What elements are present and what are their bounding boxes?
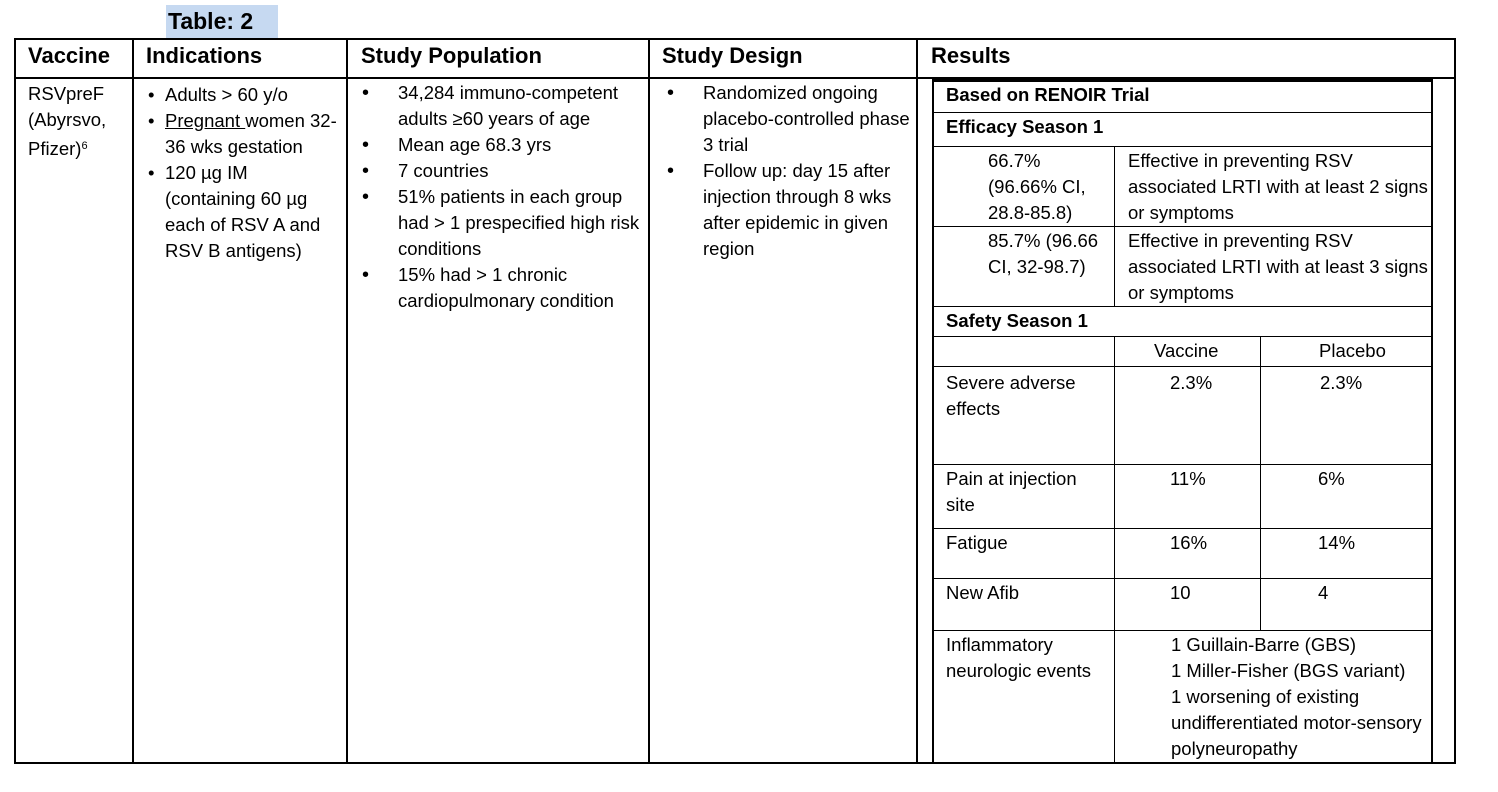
trial-label: Based on RENOIR Trial xyxy=(946,84,1150,105)
col-border xyxy=(1454,38,1456,764)
inner-divider xyxy=(932,366,1433,367)
safety-row-label: Fatigue xyxy=(946,532,1008,553)
col-border xyxy=(14,38,16,764)
inner-divider xyxy=(932,146,1433,147)
vaccine-cell xyxy=(28,81,130,162)
safety-vaccine-value: 10 xyxy=(1170,582,1191,603)
indication-item: • Adults > 60 y/o xyxy=(146,82,342,108)
safety-column-vaccine: Vaccine xyxy=(1154,340,1219,361)
vaccine-line xyxy=(28,133,130,162)
population-item: • 15% had > 1 chronic cardiopulmonary condition xyxy=(356,262,644,314)
inner-divider xyxy=(932,528,1433,529)
safety-label: Safety Season 1 xyxy=(946,310,1088,331)
safety-placebo-value: 4 xyxy=(1318,582,1329,603)
population-item: • 34,284 immuno-competent adults ≥60 years of age xyxy=(356,80,644,132)
neuro-events xyxy=(1171,632,1427,762)
inner-divider xyxy=(932,226,1433,227)
design-item: • Randomized ongoing placebo-controlled phase 3 trial xyxy=(661,80,913,158)
safety-vaccine-value: 11% xyxy=(1170,468,1206,489)
indication-underlined: Pregnant xyxy=(165,110,246,131)
table-top-border xyxy=(14,38,1456,40)
inner-divider xyxy=(932,464,1433,465)
inner-divider xyxy=(1114,336,1115,764)
col-border xyxy=(132,38,134,764)
header-results: Results xyxy=(931,43,1011,68)
safety-row-label: Pain at injection site xyxy=(946,468,1077,515)
safety-vaccine-value: 16% xyxy=(1170,532,1208,553)
population-item: • 51% patients in each group had > 1 prespecified high risk conditions xyxy=(356,184,644,262)
efficacy-label: Efficacy Season 1 xyxy=(946,116,1104,137)
inner-divider xyxy=(932,336,1433,337)
inner-divider xyxy=(932,578,1433,579)
safety-column-placebo: Placebo xyxy=(1319,340,1386,361)
neuro-event: 1 Miller-Fisher (BGS variant) xyxy=(1171,660,1406,681)
inner-divider xyxy=(932,112,1433,113)
indications-cell xyxy=(146,82,342,264)
table-bottom-border xyxy=(14,762,1456,764)
neuro-event: 1 Guillain-Barre (GBS) xyxy=(1171,634,1357,655)
inner-border xyxy=(932,80,934,764)
header-indications: Indications xyxy=(146,43,263,68)
safety-row-label: New Afib xyxy=(946,582,1020,603)
inner-divider xyxy=(1260,336,1261,630)
indication-text: women 32-36 wks gestation xyxy=(165,110,337,157)
vaccine-line: (Abyrsvo, xyxy=(28,109,107,130)
inner-border xyxy=(1431,80,1433,764)
header-vaccine: Vaccine xyxy=(28,43,110,68)
header-study-design: Study Design xyxy=(662,43,803,68)
safety-placebo-value: 6% xyxy=(1318,468,1345,489)
neuro-event: 1 worsening of existing undifferentiated motor-sensory polyneuropathy xyxy=(1171,686,1422,759)
col-border xyxy=(916,38,918,764)
vaccine-line: RSVpreF xyxy=(28,83,105,104)
reference-superscript: 6 xyxy=(81,140,88,152)
efficacy-description: Effective in preventing RSV associated LRTI with at least 3 signs or symptoms xyxy=(1128,230,1428,303)
design-item: • Follow up: day 15 after injection through 8 wks after epidemic in given region xyxy=(661,158,913,262)
safety-row-label: Severe adverse effects xyxy=(946,372,1076,419)
vaccine-line-text: Pfizer) xyxy=(28,138,82,159)
table-title: Table: 2 xyxy=(166,5,278,38)
safety-vaccine-value: 2.3% xyxy=(1170,372,1213,393)
efficacy-value: 85.7% (96.66 CI, 32-98.7) xyxy=(988,230,1099,277)
indication-item xyxy=(146,108,342,160)
population-item: • 7 countries xyxy=(356,158,644,184)
indication-item: • 120 µg IM (containing 60 µg each of RSV A and RSV B antigens) xyxy=(146,160,342,264)
header-study-population: Study Population xyxy=(361,43,542,68)
study-design-cell xyxy=(661,80,913,262)
population-item: • Mean age 68.3 yrs xyxy=(356,132,644,158)
inner-divider xyxy=(932,306,1433,307)
efficacy-description: Effective in preventing RSV associated LRTI with at least 2 signs or symptoms xyxy=(1128,150,1428,223)
study-population-cell xyxy=(356,80,644,314)
neuro-label: Inflammatory neurologic events xyxy=(946,634,1092,681)
col-border xyxy=(346,38,348,764)
col-border xyxy=(648,38,650,764)
safety-placebo-value: 2.3% xyxy=(1320,372,1363,393)
safety-placebo-value: 14% xyxy=(1318,532,1356,553)
inner-divider xyxy=(932,630,1433,631)
efficacy-value: 66.7% (96.66% CI, 28.8-85.8) xyxy=(988,150,1086,223)
